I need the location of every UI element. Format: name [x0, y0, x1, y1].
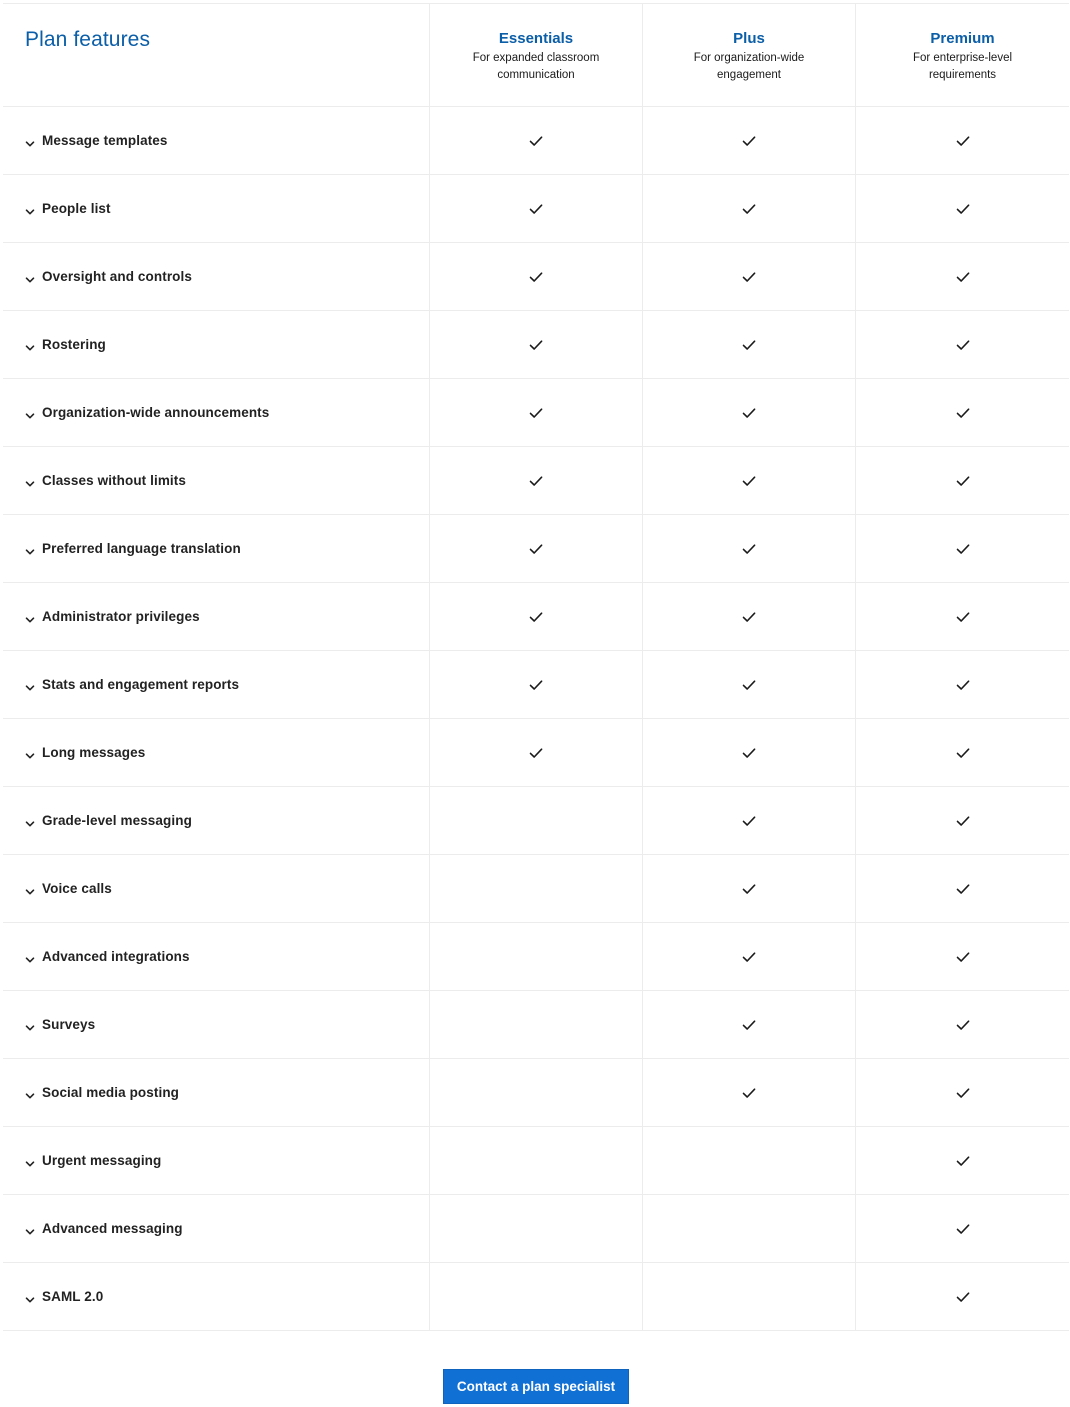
- plan-name-plus: Plus: [733, 30, 765, 47]
- checkmark-icon: [741, 745, 757, 761]
- plan-comparison-table: [3, 3, 1069, 1331]
- feature-cell-premium: [855, 583, 1069, 650]
- checkmark-icon: [741, 269, 757, 285]
- feature-label: Administrator privileges: [42, 609, 200, 624]
- header-feature-cell: [3, 4, 429, 106]
- table-row: [3, 447, 1069, 515]
- table-row: [3, 651, 1069, 719]
- feature-cell-plus: [642, 855, 855, 922]
- feature-cell-essentials: [429, 923, 642, 990]
- feature-cell-plus: [642, 175, 855, 242]
- checkmark-icon: [955, 541, 971, 557]
- chevron-down-icon: [25, 816, 35, 826]
- table-row: [3, 583, 1069, 651]
- checkmark-icon: [955, 1153, 971, 1169]
- checkmark-icon: [955, 473, 971, 489]
- table-row: [3, 515, 1069, 583]
- feature-label: Voice calls: [42, 881, 112, 896]
- feature-toggle[interactable]: [3, 515, 429, 582]
- feature-cell-plus: [642, 1059, 855, 1126]
- table-row: [3, 787, 1069, 855]
- checkmark-icon: [741, 337, 757, 353]
- feature-cell-essentials: [429, 719, 642, 786]
- table-row: [3, 379, 1069, 447]
- feature-cell-plus: [642, 311, 855, 378]
- feature-cell-essentials: [429, 1127, 642, 1194]
- table-header-row: [3, 4, 1069, 107]
- feature-rows: [3, 107, 1069, 1331]
- feature-cell-premium: [855, 1127, 1069, 1194]
- feature-cell-essentials: [429, 1059, 642, 1126]
- plan-description-premium: For enterprise-level requirements: [912, 52, 1013, 81]
- checkmark-icon: [955, 1085, 971, 1101]
- feature-cell-premium: [855, 447, 1069, 514]
- feature-cell-premium: [855, 923, 1069, 990]
- table-row: [3, 1059, 1069, 1127]
- feature-label: Advanced messaging: [42, 1221, 183, 1236]
- checkmark-icon: [955, 337, 971, 353]
- plan-name-essentials: Essentials: [498, 30, 574, 47]
- feature-cell-premium: [855, 719, 1069, 786]
- chevron-down-icon: [25, 1292, 35, 1302]
- feature-label: Urgent messaging: [42, 1153, 162, 1168]
- checkmark-icon: [741, 1017, 757, 1033]
- feature-toggle[interactable]: [3, 855, 429, 922]
- checkmark-icon: [741, 609, 757, 625]
- plan-header-plus: [642, 4, 855, 106]
- feature-cell-plus: [642, 787, 855, 854]
- feature-cell-essentials: [429, 311, 642, 378]
- cta-container: [0, 1369, 1070, 1404]
- feature-label: Oversight and controls: [42, 269, 192, 284]
- feature-cell-plus: [642, 447, 855, 514]
- checkmark-icon: [741, 949, 757, 965]
- checkmark-icon: [528, 609, 544, 625]
- feature-toggle[interactable]: [3, 243, 429, 310]
- table-row: [3, 991, 1069, 1059]
- feature-cell-essentials: [429, 243, 642, 310]
- checkmark-icon: [955, 201, 971, 217]
- feature-label: SAML 2.0: [42, 1289, 104, 1304]
- chevron-down-icon: [25, 612, 35, 622]
- checkmark-icon: [955, 1221, 971, 1237]
- chevron-down-icon: [25, 1088, 35, 1098]
- table-row: [3, 243, 1069, 311]
- chevron-down-icon: [25, 1224, 35, 1234]
- feature-cell-plus: [642, 379, 855, 446]
- feature-cell-essentials: [429, 447, 642, 514]
- checkmark-icon: [741, 813, 757, 829]
- chevron-down-icon: [25, 272, 35, 282]
- contact-plan-specialist-button[interactable]: Contact a plan specialist: [443, 1369, 629, 1404]
- feature-cell-plus: [642, 1263, 855, 1330]
- feature-toggle[interactable]: [3, 175, 429, 242]
- feature-cell-plus: [642, 719, 855, 786]
- feature-cell-essentials: [429, 651, 642, 718]
- feature-toggle[interactable]: [3, 583, 429, 650]
- plan-header-premium: [855, 4, 1069, 106]
- feature-cell-premium: [855, 515, 1069, 582]
- checkmark-icon: [955, 949, 971, 965]
- feature-cell-essentials: [429, 175, 642, 242]
- feature-toggle[interactable]: [3, 1263, 429, 1330]
- feature-label: Rostering: [42, 337, 106, 352]
- feature-toggle[interactable]: [3, 107, 429, 174]
- chevron-down-icon: [25, 884, 35, 894]
- table-row: [3, 1195, 1069, 1263]
- feature-cell-plus: [642, 583, 855, 650]
- feature-label: Surveys: [42, 1017, 96, 1032]
- feature-cell-essentials: [429, 379, 642, 446]
- feature-label: Grade-level messaging: [42, 813, 192, 828]
- checkmark-icon: [955, 405, 971, 421]
- checkmark-icon: [741, 133, 757, 149]
- feature-cell-premium: [855, 175, 1069, 242]
- chevron-down-icon: [25, 204, 35, 214]
- feature-toggle[interactable]: [3, 719, 429, 786]
- checkmark-icon: [741, 201, 757, 217]
- feature-cell-essentials: [429, 787, 642, 854]
- feature-cell-plus: [642, 991, 855, 1058]
- feature-label: Classes without limits: [42, 473, 186, 488]
- feature-label: Message templates: [42, 133, 168, 148]
- table-row: [3, 175, 1069, 243]
- checkmark-icon: [528, 541, 544, 557]
- feature-cell-premium: [855, 991, 1069, 1058]
- table-row: [3, 1127, 1069, 1195]
- feature-cell-premium: [855, 1195, 1069, 1262]
- chevron-down-icon: [25, 476, 35, 486]
- feature-cell-essentials: [429, 107, 642, 174]
- feature-toggle[interactable]: [3, 1127, 429, 1194]
- feature-label: Preferred language translation: [42, 541, 241, 556]
- checkmark-icon: [528, 405, 544, 421]
- feature-label: Advanced integrations: [42, 949, 190, 964]
- chevron-down-icon: [25, 680, 35, 690]
- feature-cell-premium: [855, 1263, 1069, 1330]
- feature-cell-essentials: [429, 991, 642, 1058]
- chevron-down-icon: [25, 1156, 35, 1166]
- checkmark-icon: [528, 745, 544, 761]
- checkmark-icon: [528, 677, 544, 693]
- chevron-down-icon: [25, 952, 35, 962]
- checkmark-icon: [955, 269, 971, 285]
- feature-label: People list: [42, 201, 111, 216]
- page-title: Plan features: [25, 28, 151, 51]
- feature-cell-premium: [855, 787, 1069, 854]
- feature-toggle[interactable]: [3, 991, 429, 1058]
- checkmark-icon: [955, 745, 971, 761]
- plan-description-essentials: For expanded classroom communication: [472, 52, 600, 81]
- feature-label: Organization-wide announcements: [42, 405, 270, 420]
- feature-cell-essentials: [429, 855, 642, 922]
- chevron-down-icon: [25, 136, 35, 146]
- feature-cell-plus: [642, 107, 855, 174]
- feature-toggle[interactable]: [3, 1195, 429, 1262]
- plan-header-essentials: [429, 4, 642, 106]
- checkmark-icon: [528, 201, 544, 217]
- feature-toggle[interactable]: [3, 447, 429, 514]
- checkmark-icon: [741, 881, 757, 897]
- checkmark-icon: [955, 813, 971, 829]
- feature-cell-premium: [855, 243, 1069, 310]
- feature-toggle[interactable]: [3, 651, 429, 718]
- table-row: [3, 107, 1069, 175]
- table-row: [3, 923, 1069, 991]
- checkmark-icon: [741, 1085, 757, 1101]
- checkmark-icon: [955, 609, 971, 625]
- chevron-down-icon: [25, 544, 35, 554]
- checkmark-icon: [528, 269, 544, 285]
- feature-cell-plus: [642, 1127, 855, 1194]
- feature-toggle[interactable]: [3, 1059, 429, 1126]
- checkmark-icon: [955, 1017, 971, 1033]
- checkmark-icon: [955, 1289, 971, 1305]
- feature-cell-premium: [855, 311, 1069, 378]
- feature-label: Stats and engagement reports: [42, 677, 240, 692]
- feature-cell-plus: [642, 243, 855, 310]
- feature-cell-premium: [855, 1059, 1069, 1126]
- chevron-down-icon: [25, 748, 35, 758]
- chevron-down-icon: [25, 1020, 35, 1030]
- table-row: [3, 719, 1069, 787]
- feature-cell-plus: [642, 651, 855, 718]
- plan-name-premium: Premium: [930, 30, 995, 47]
- feature-cell-premium: [855, 855, 1069, 922]
- feature-cell-essentials: [429, 1195, 642, 1262]
- chevron-down-icon: [25, 408, 35, 418]
- checkmark-icon: [955, 881, 971, 897]
- checkmark-icon: [528, 133, 544, 149]
- feature-cell-premium: [855, 379, 1069, 446]
- checkmark-icon: [528, 473, 544, 489]
- feature-cell-premium: [855, 651, 1069, 718]
- checkmark-icon: [741, 541, 757, 557]
- feature-toggle[interactable]: [3, 379, 429, 446]
- checkmark-icon: [528, 337, 544, 353]
- checkmark-icon: [741, 677, 757, 693]
- table-row: [3, 1263, 1069, 1331]
- plan-description-plus: For organization-wide engagement: [693, 52, 805, 81]
- checkmark-icon: [741, 405, 757, 421]
- feature-label: Long messages: [42, 745, 146, 760]
- feature-cell-plus: [642, 1195, 855, 1262]
- feature-cell-premium: [855, 107, 1069, 174]
- feature-label: Social media posting: [42, 1085, 180, 1100]
- feature-toggle[interactable]: [3, 787, 429, 854]
- checkmark-icon: [955, 677, 971, 693]
- feature-cell-plus: [642, 923, 855, 990]
- table-row: [3, 311, 1069, 379]
- table-row: [3, 855, 1069, 923]
- checkmark-icon: [741, 473, 757, 489]
- feature-cell-essentials: [429, 1263, 642, 1330]
- feature-toggle[interactable]: [3, 923, 429, 990]
- feature-toggle[interactable]: [3, 311, 429, 378]
- checkmark-icon: [955, 133, 971, 149]
- feature-cell-essentials: [429, 583, 642, 650]
- feature-cell-plus: [642, 515, 855, 582]
- chevron-down-icon: [25, 340, 35, 350]
- feature-cell-essentials: [429, 515, 642, 582]
